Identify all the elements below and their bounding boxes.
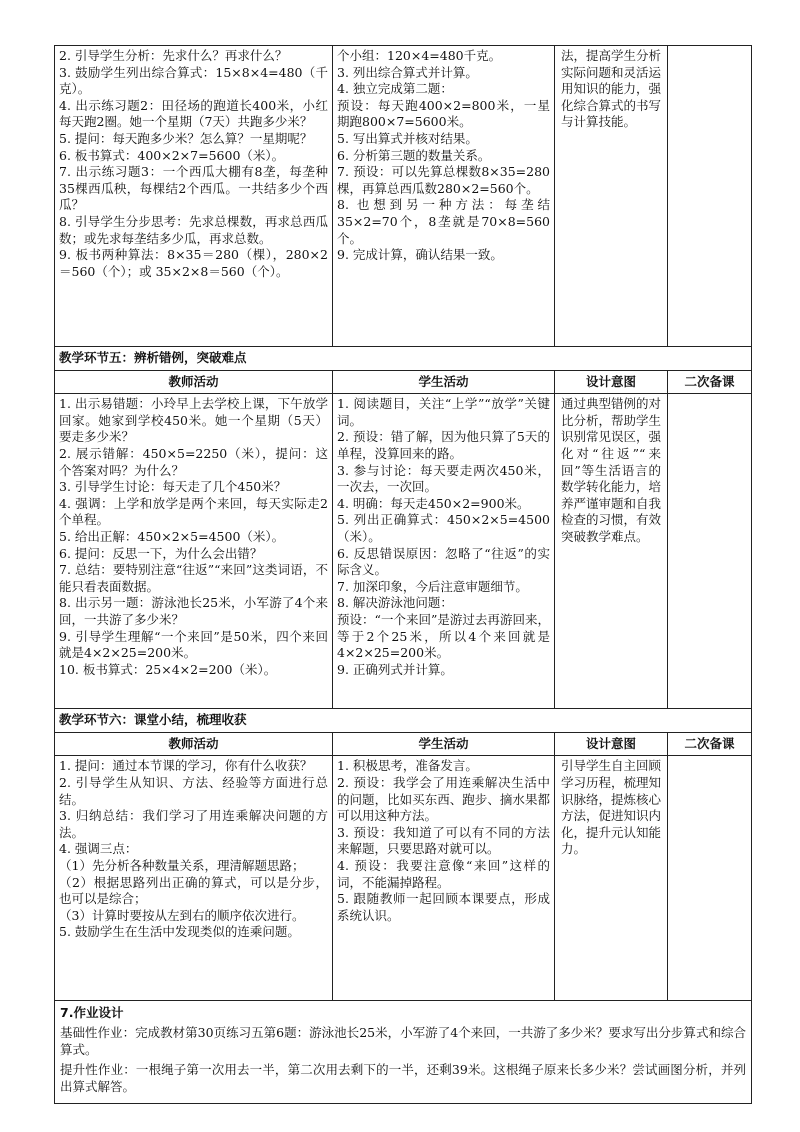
header-design-intent: 设计意图 bbox=[555, 370, 668, 394]
activity-item: 3. 归纳总结：我们学习了用连乘解决问题的方法。 bbox=[59, 808, 328, 840]
activity-item: 4. 独立完成第二题： bbox=[337, 81, 453, 97]
student-activity-cell bbox=[333, 394, 555, 709]
section-6-title-row bbox=[55, 709, 752, 733]
header-teacher-activity: 教师活动 bbox=[55, 732, 333, 756]
activity-item: 10. 板书算式：25×4×2=200（米）。 bbox=[59, 661, 277, 677]
header-design-intent: 设计意图 bbox=[555, 732, 668, 756]
activity-item: 4. 强调：上学和放学是两个来回，每天实际走2个单程。 bbox=[59, 495, 328, 528]
activity-item: 7. 预设：可以先算总棵数8×35=280棵，再算总西瓜数280×2=560个。 bbox=[337, 164, 550, 196]
homework-advanced: 提升性作业：一根绳子第一次用去一半，第二次用去剩下的一半，还剩39米。这根绳子原来长多少米？尝试画图分析，并列出算式解答。 bbox=[60, 1062, 746, 1094]
activity-item: 1. 提问：通过本节课的学习，你有什么收获？ bbox=[59, 758, 313, 774]
activity-item: 4. 明确：每天走450×2=900米。 bbox=[337, 495, 530, 511]
activity-item: 9. 板书两种算法：8×35＝280（棵），280×2＝560（个）；或 35×2×8＝560（个）。 bbox=[59, 247, 328, 279]
student-activity-list bbox=[337, 48, 550, 264]
activity-item: 8. 也想到另一种方法：每垄结35×2=70个，8垄就是70×8=560个。 bbox=[337, 197, 550, 246]
design-intent-cell bbox=[555, 46, 668, 347]
section-5-title-row bbox=[55, 347, 752, 371]
activity-item: 2. 引导学生分析：先求什么？再求什么？ bbox=[59, 48, 288, 63]
activity-item: 9. 引导学生理解“一个来回”是50米，四个来回就是4×2×25=200米。 bbox=[59, 628, 328, 661]
teacher-activity-list bbox=[59, 396, 328, 678]
activity-item: （2）根据思路列出正确的算式，可以是分步，也可以是综合； bbox=[59, 874, 328, 907]
activity-item: 2. 引导学生从知识、方法、经验等方面进行总结。 bbox=[59, 774, 328, 807]
activity-item: 1. 出示易错题：小玲早上去学校上课，下午放学回家。她家到学校450米。她一个星期（5天）要走多少米？ bbox=[59, 396, 328, 445]
teacher-activity-cell bbox=[55, 756, 333, 1001]
header-revision-notes: 二次备课 bbox=[668, 732, 752, 756]
homework-basic: 基础性作业：完成教材第30页练习五第6题：游泳池长25米，小军游了4个来回，一共游了多少米？要求写出分步算式和综合算式。 bbox=[60, 1024, 746, 1057]
activity-item: 2. 预设：错了解，因为他只算了5天的单程，没算回来的路。 bbox=[337, 429, 550, 461]
activity-item: 9. 正确列式并计算。 bbox=[337, 661, 453, 677]
continued-activity-row bbox=[55, 46, 752, 347]
activity-item: 6. 反思错误原因：忽略了“往返”的实际含义。 bbox=[337, 545, 550, 578]
section-5-title: 教学环节五：辨析错例，突破难点 bbox=[55, 347, 752, 371]
activity-item: 1. 阅读题目，关注“上学”“放学”关键词。 bbox=[337, 396, 550, 428]
activity-item: 5. 提问：每天跑多少米？怎么算？一星期呢？ bbox=[59, 130, 313, 146]
activity-item: 6. 板书算式：400×2×7=5600（米）。 bbox=[59, 147, 285, 163]
student-activity-cell bbox=[333, 756, 555, 1001]
activity-item: 4. 出示练习题2：田径场的跑道长400米，小红每天跑2圈。她一个星期（7天）共跑多少米？ bbox=[59, 97, 328, 130]
activity-item: 3. 列出综合算式并计算。 bbox=[337, 64, 478, 80]
teacher-activity-list bbox=[59, 48, 328, 280]
lesson-plan-table bbox=[54, 45, 752, 1104]
activity-item: 5. 写出算式并核对结果。 bbox=[337, 130, 478, 146]
header-teacher-activity: 教师活动 bbox=[55, 370, 333, 394]
revision-notes-cell bbox=[668, 756, 752, 1001]
activity-item: 5. 给出正解：450×2×5=4500（米）。 bbox=[59, 528, 285, 544]
homework-title: 7.作业设计 bbox=[60, 1005, 124, 1021]
activity-item: 3. 引导学生讨论：每天走了几个450米？ bbox=[59, 479, 287, 495]
activity-item: 5. 列出正确算式：450×2×5=4500（米）。 bbox=[337, 512, 550, 544]
student-activity-cell bbox=[333, 46, 555, 347]
activity-item: （1）先分析各种数量关系，理清解题思路； bbox=[59, 857, 305, 873]
design-intent-cell bbox=[555, 394, 668, 709]
section-5-header-row bbox=[55, 370, 752, 394]
design-intent-text: 引导学生自主回顾学习历程，梳理知识脉络，提炼核心方法，促进知识内化，提升元认知能力。 bbox=[561, 758, 662, 857]
header-revision-notes: 二次备课 bbox=[668, 370, 752, 394]
design-intent-text: 通过典型错例的对比分析，帮助学生识别常见误区，强化对“往返”“来回”等生活语言的数学转化能力，培养严谨审题和自我检查的习惯，有效突破教学难点。 bbox=[561, 396, 662, 544]
activity-item: 预设：“一个来回”是游过去再游回来，等于2个25米，所以4个来回就是4×2×25=200米。 bbox=[337, 611, 550, 661]
activity-item: 7. 加深印象，今后注意审题细节。 bbox=[337, 578, 528, 594]
teacher-activity-cell bbox=[55, 46, 333, 347]
activity-item: 2. 展示错解：450×5=2250（米），提问：这个答案对吗？为什么？ bbox=[59, 445, 328, 478]
section-6-content-row bbox=[55, 756, 752, 1001]
student-activity-list bbox=[337, 396, 550, 678]
header-student-activity: 学生活动 bbox=[333, 370, 555, 394]
activity-item: 1. 积极思考，准备发言。 bbox=[337, 758, 478, 774]
activity-item: 4. 强调三点： bbox=[59, 841, 138, 857]
activity-item: 8. 引导学生分步思考：先求总棵数，再求总西瓜数；或先求每垄结多少瓜，再求总数。 bbox=[59, 213, 328, 246]
teacher-activity-cell bbox=[55, 394, 333, 709]
section-6-header-row bbox=[55, 732, 752, 756]
revision-notes-cell bbox=[668, 394, 752, 709]
activity-item: 4. 预设：我要注意像“来回”这样的词，不能漏掉路程。 bbox=[337, 857, 550, 890]
activity-item: 8. 出示另一题：游泳池长25米，小军游了4个来回，一共游了多少米？ bbox=[59, 595, 328, 627]
section-5-content-row bbox=[55, 394, 752, 709]
section-6-title: 教学环节六：课堂小结，梳理收获 bbox=[55, 709, 752, 733]
activity-item: 个小组：120×4=480千克。 bbox=[337, 48, 502, 63]
activity-item: 7. 出示练习题3：一个西瓜大棚有8垄，每垄种35棵西瓜秧，每棵结2个西瓜。一共结多少个西瓜？ bbox=[59, 164, 328, 213]
revision-notes-cell bbox=[668, 46, 752, 347]
activity-item: （3）计算时要按从左到右的顺序依次进行。 bbox=[59, 907, 305, 923]
activity-item: 9. 完成计算，确认结果一致。 bbox=[337, 247, 503, 263]
activity-item: 3. 鼓励学生列出综合算式：15×8×4=480（千克）。 bbox=[59, 64, 328, 97]
activity-item: 3. 预设：我知道了可以有不同的方法来解题，只要思路对就可以。 bbox=[337, 824, 550, 857]
header-student-activity: 学生活动 bbox=[333, 732, 555, 756]
activity-item: 5. 跟随教师一起回顾本课要点，形成系统认识。 bbox=[337, 891, 550, 923]
teacher-activity-list bbox=[59, 758, 328, 941]
activity-item: 5. 鼓励学生在生活中发现类似的连乘问题。 bbox=[59, 924, 300, 940]
student-activity-list bbox=[337, 758, 550, 924]
design-intent-text: 法，提高学生分析实际问题和灵活运用知识的能力，强化综合算式的书写与计算技能。 bbox=[561, 48, 662, 130]
activity-item: 6. 提问：反思一下，为什么会出错？ bbox=[59, 545, 263, 561]
activity-item: 2. 预设：我学会了用连乘解决生活中的问题，比如买东西、跑步、摘水果都可以用这种方法。 bbox=[337, 774, 550, 824]
activity-item: 6. 分析第三题的数量关系。 bbox=[337, 147, 491, 163]
homework-row bbox=[55, 1001, 752, 1104]
activity-item: 7. 总结：要特别注意“往返”“来回”这类词语，不能只看表面数据。 bbox=[59, 562, 328, 594]
activity-item: 3. 参与讨论：每天要走两次450米，一次去，一次回。 bbox=[337, 462, 550, 495]
activity-item: 8. 解决游泳池问题： bbox=[337, 595, 453, 611]
design-intent-cell bbox=[555, 756, 668, 1001]
homework-cell bbox=[55, 1001, 752, 1104]
activity-item: 预设：每天跑400×2=800米，一星期跑800×7=5600米。 bbox=[337, 97, 550, 130]
